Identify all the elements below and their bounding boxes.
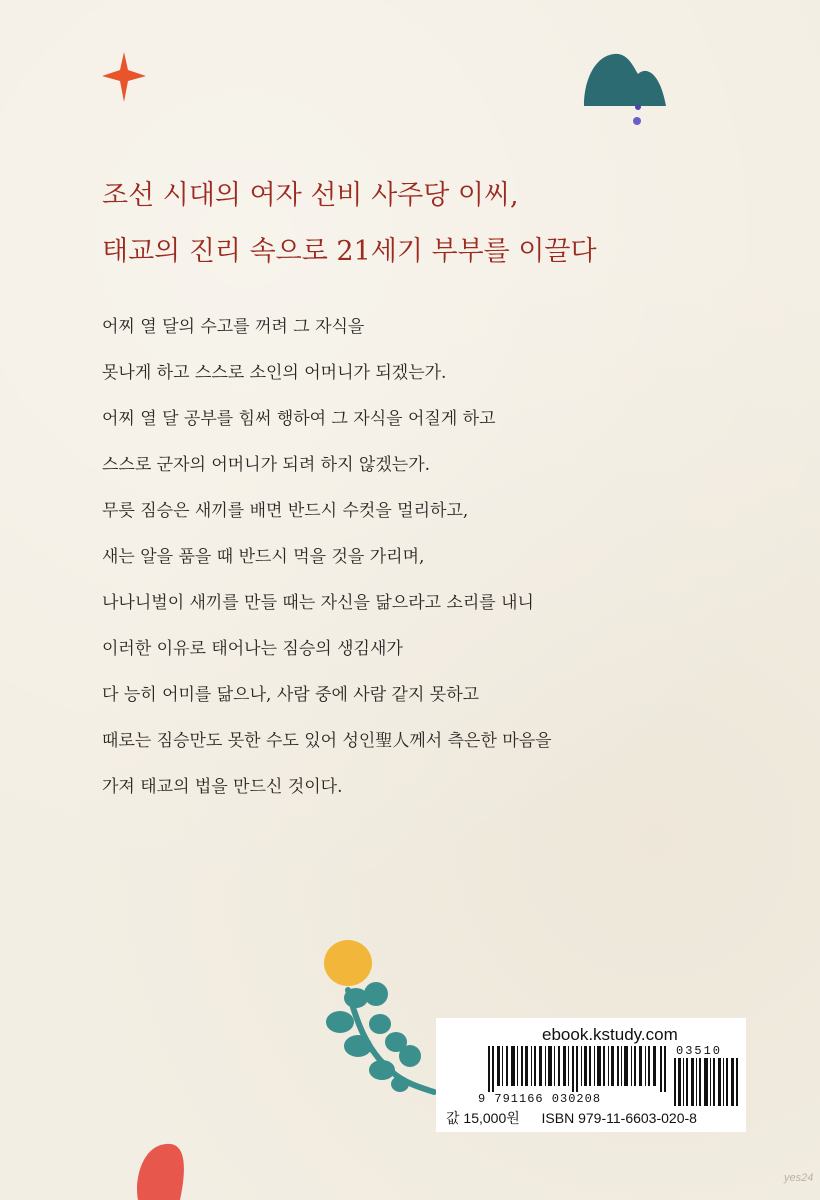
addon-barcode bbox=[674, 1058, 740, 1106]
body-line: 못나게 하고 스스로 소인의 어머니가 되겠는가. bbox=[102, 363, 447, 383]
headline bbox=[102, 168, 702, 280]
body-line: 어찌 열 달 공부를 힘써 행하여 그 자식을 어질게 하고 bbox=[102, 409, 496, 429]
ean-digits: 9 791166 030208 bbox=[478, 1092, 602, 1106]
hill-icon bbox=[582, 50, 668, 110]
plant-icon bbox=[326, 980, 438, 1100]
price-label: 값 15,000원 bbox=[446, 1110, 520, 1126]
body-line: 가져 태교의 법을 만드신 것이다. bbox=[102, 777, 343, 797]
body-line: 무릇 짐승은 새끼를 배면 반드시 수컷을 멀리하고, bbox=[102, 501, 469, 521]
star-icon bbox=[102, 52, 146, 102]
watermark: yes24 bbox=[784, 1172, 814, 1184]
addon-digits: 03510 bbox=[676, 1044, 723, 1058]
price-isbn-row bbox=[446, 1108, 742, 1128]
body-line: 다 능히 어미를 닮으나, 사람 중에 사람 같지 못하고 bbox=[102, 685, 480, 705]
dot-icon bbox=[632, 103, 644, 127]
body-line: 나나니벌이 새끼를 만들 때는 자신을 닮으라고 소리를 내니 bbox=[102, 593, 534, 613]
body-line: 스스로 군자의 어머니가 되려 하지 않겠는가. bbox=[102, 455, 431, 475]
body-text bbox=[102, 304, 622, 810]
body-line: 때로는 짐승만도 못한 수도 있어 성인聖人께서 측은한 마음을 bbox=[102, 731, 552, 751]
headline-line-1: 조선 시대의 여자 선비 사주당 이씨, bbox=[102, 180, 519, 211]
publisher-website: ebook.kstudy.com bbox=[542, 1025, 678, 1044]
body-line: 어찌 열 달의 수고를 꺼려 그 자식을 bbox=[102, 317, 365, 337]
body-line: 이러한 이유로 태어나는 짐승의 생김새가 bbox=[102, 639, 403, 659]
isbn-label: ISBN 979-11-6603-020-8 bbox=[541, 1110, 697, 1126]
body-line: 새는 알을 품을 때 반드시 먹을 것을 가리며, bbox=[102, 547, 425, 567]
barcode-box bbox=[436, 1018, 746, 1132]
headline-line-2: 태교의 진리 속으로 21세기 부부를 이끌다 bbox=[102, 236, 597, 267]
blob-icon bbox=[130, 1140, 190, 1200]
ean-barcode bbox=[488, 1046, 666, 1092]
